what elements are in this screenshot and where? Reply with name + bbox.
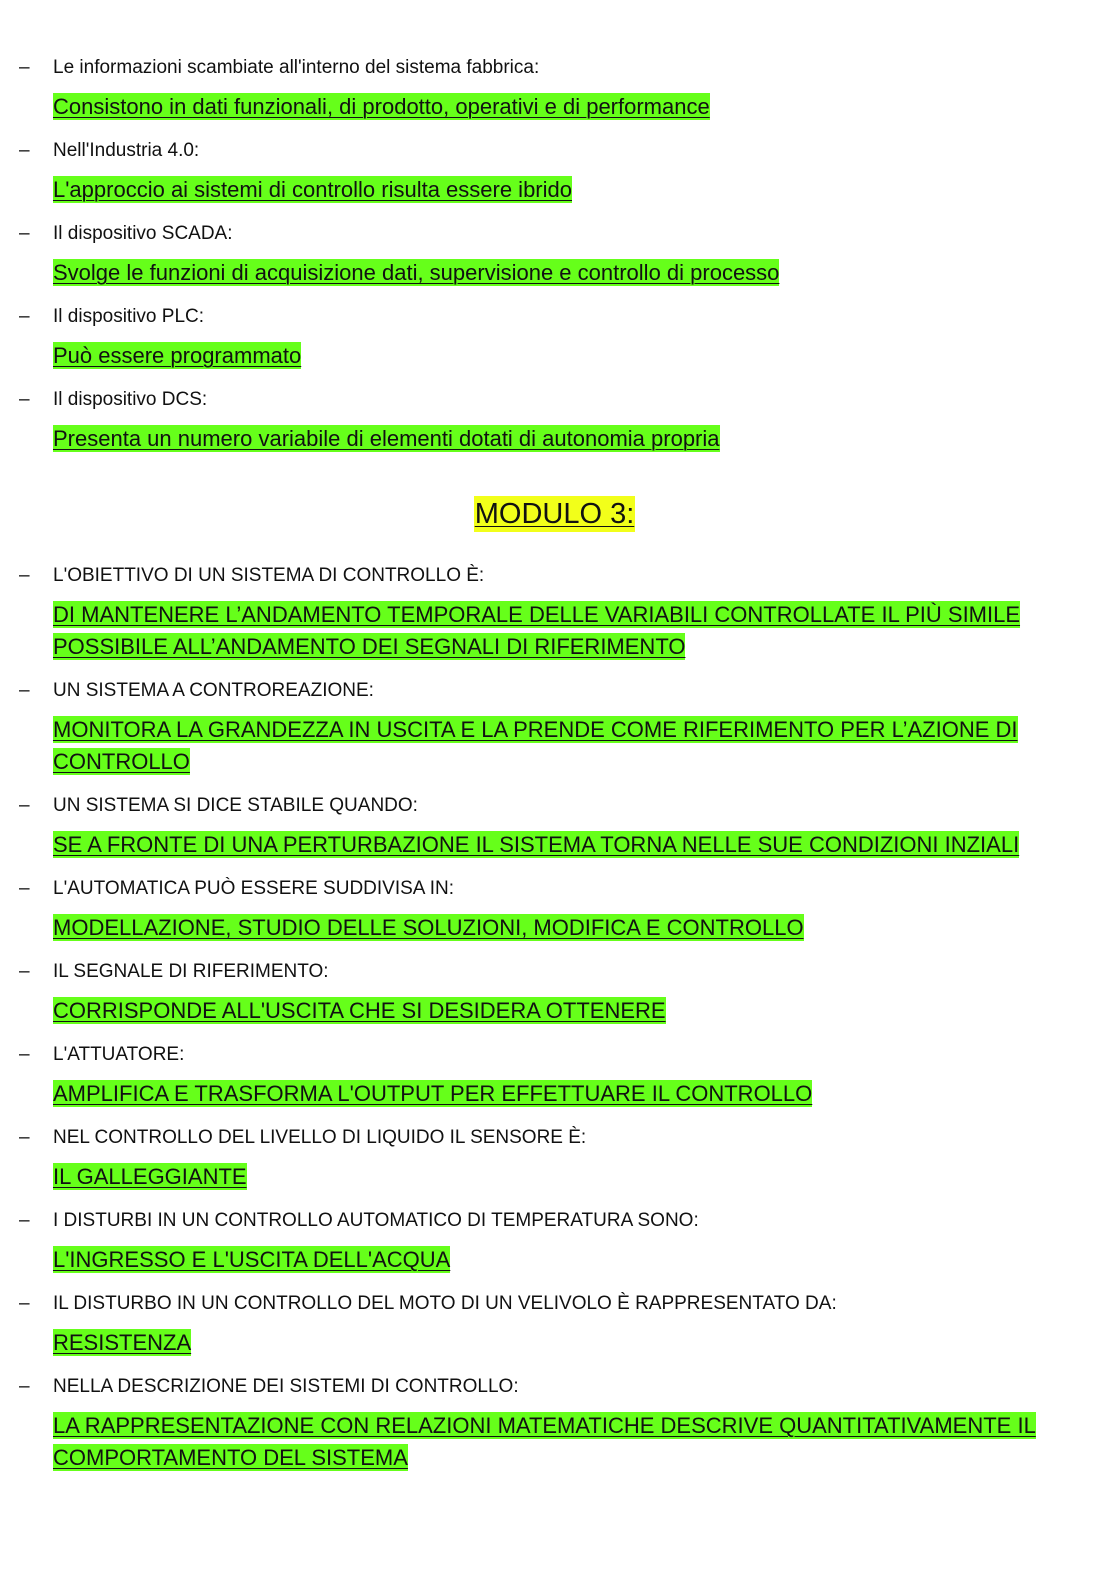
section-module-2-questions bbox=[0, 55, 1116, 470]
answer-text: CORRISPONDE ALL'USCITA CHE SI DESIDERA OTTENERE bbox=[53, 998, 666, 1023]
question-text: Il dispositivo SCADA: bbox=[53, 223, 233, 244]
question-line bbox=[0, 387, 1116, 413]
qa-item bbox=[0, 1291, 1116, 1374]
question-line bbox=[0, 563, 1116, 589]
qa-item bbox=[0, 1042, 1116, 1125]
question-text: UN SISTEMA SI DICE STABILE QUANDO: bbox=[53, 795, 418, 816]
question-line bbox=[0, 1208, 1116, 1234]
answer-text: MODELLAZIONE, STUDIO DELLE SOLUZIONI, MODIFICA E CONTROLLO bbox=[53, 915, 804, 940]
answer-line bbox=[53, 423, 1043, 455]
answer-line bbox=[53, 257, 1043, 289]
bullet-dash: – bbox=[19, 389, 30, 410]
qa-item bbox=[0, 793, 1116, 876]
question-line bbox=[0, 304, 1116, 330]
qa-item bbox=[0, 55, 1116, 138]
answer-text: Svolge le funzioni di acquisizione dati, supervisione e controllo di processo bbox=[53, 260, 780, 285]
bullet-dash: – bbox=[19, 795, 30, 816]
question-line bbox=[0, 55, 1116, 81]
bullet-dash: – bbox=[19, 306, 30, 327]
qa-item bbox=[0, 678, 1116, 793]
question-text: L'AUTOMATICA PUÒ ESSERE SUDDIVISA IN: bbox=[53, 878, 454, 899]
qa-item bbox=[0, 959, 1116, 1042]
question-line bbox=[0, 678, 1116, 704]
answer-line bbox=[53, 714, 1043, 778]
question-text: IL SEGNALE DI RIFERIMENTO: bbox=[53, 961, 329, 982]
question-text: L'ATTUATORE: bbox=[53, 1044, 185, 1065]
qa-item bbox=[0, 1125, 1116, 1208]
qa-item bbox=[0, 1208, 1116, 1291]
qa-item bbox=[0, 138, 1116, 221]
answer-text: LA RAPPRESENTAZIONE CON RELAZIONI MATEMATICHE DESCRIVE QUANTITATIVAMENTE IL COMPORTAMENTO DEL SISTEMA bbox=[53, 1413, 1036, 1470]
answer-text: MONITORA LA GRANDEZZA IN USCITA E LA PRENDE COME RIFERIMENTO PER L’AZIONE DI CONTROLLO bbox=[53, 717, 1018, 774]
question-line bbox=[0, 1291, 1116, 1317]
answer-line bbox=[53, 829, 1043, 861]
question-text: UN SISTEMA A CONTROREAZIONE: bbox=[53, 680, 374, 701]
qa-item bbox=[0, 563, 1116, 678]
question-line bbox=[0, 793, 1116, 819]
qa-item bbox=[0, 304, 1116, 387]
question-text: Nell'Industria 4.0: bbox=[53, 140, 200, 161]
bullet-dash: – bbox=[19, 1127, 30, 1148]
bullet-dash: – bbox=[19, 680, 30, 701]
answer-line bbox=[53, 1161, 1043, 1193]
question-line bbox=[0, 1125, 1116, 1151]
question-line bbox=[0, 221, 1116, 247]
bullet-dash: – bbox=[19, 57, 30, 78]
answer-text: L'INGRESSO E L'USCITA DELL'ACQUA bbox=[53, 1247, 451, 1272]
answer-line bbox=[53, 1327, 1043, 1359]
answer-text: SE A FRONTE DI UNA PERTURBAZIONE IL SISTEMA TORNA NELLE SUE CONDIZIONI INZIALI bbox=[53, 832, 1020, 857]
bullet-dash: – bbox=[19, 878, 30, 899]
answer-line bbox=[53, 1410, 1043, 1474]
section-module-3-questions bbox=[0, 563, 1116, 1489]
question-line bbox=[0, 959, 1116, 985]
answer-text: L'approccio ai sistemi di controllo risulta essere ibrido bbox=[53, 177, 572, 202]
answer-line bbox=[53, 340, 1043, 372]
bullet-dash: – bbox=[19, 961, 30, 982]
bullet-dash: – bbox=[19, 223, 30, 244]
question-text: NEL CONTROLLO DEL LIVELLO DI LIQUIDO IL SENSORE È: bbox=[53, 1127, 587, 1148]
bullet-dash: – bbox=[19, 1376, 30, 1397]
question-text: NELLA DESCRIZIONE DEI SISTEMI DI CONTROLLO: bbox=[53, 1376, 519, 1397]
bullet-dash: – bbox=[19, 1293, 30, 1314]
answer-text: IL GALLEGGIANTE bbox=[53, 1164, 247, 1189]
question-text: L'OBIETTIVO DI UN SISTEMA DI CONTROLLO È: bbox=[53, 565, 485, 586]
bullet-dash: – bbox=[19, 565, 30, 586]
answer-text: RESISTENZA bbox=[53, 1330, 192, 1355]
question-text: IL DISTURBO IN UN CONTROLLO DEL MOTO DI UN VELIVOLO È RAPPRESENTATO DA: bbox=[53, 1293, 837, 1314]
answer-line bbox=[53, 995, 1043, 1027]
answer-text: Consistono in dati funzionali, di prodotto, operativi e di performance bbox=[53, 94, 710, 119]
answer-text: Presenta un numero variabile di elementi dotati di autonomia propria bbox=[53, 426, 720, 451]
question-text: Il dispositivo DCS: bbox=[53, 389, 208, 410]
module-title bbox=[0, 496, 1116, 536]
qa-item bbox=[0, 221, 1116, 304]
module-title-text: MODULO 3: bbox=[474, 498, 635, 530]
answer-text: DI MANTENERE L’ANDAMENTO TEMPORALE DELLE VARIABILI CONTROLLATE IL PIÙ SIMILE POSSIBILE ALL’ANDAMENTO DEI SEGNALI DI RIFERIMENTO bbox=[53, 602, 1021, 659]
answer-line bbox=[53, 599, 1043, 663]
answer-text: AMPLIFICA E TRASFORMA L'OUTPUT PER EFFETTUARE IL CONTROLLO bbox=[53, 1081, 813, 1106]
question-line bbox=[0, 1042, 1116, 1068]
qa-item bbox=[0, 876, 1116, 959]
bullet-dash: – bbox=[19, 1044, 30, 1065]
answer-line bbox=[53, 1078, 1043, 1110]
question-line bbox=[0, 1374, 1116, 1400]
question-line bbox=[0, 876, 1116, 902]
qa-item bbox=[0, 387, 1116, 470]
question-text: Le informazioni scambiate all'interno del sistema fabbrica: bbox=[53, 57, 540, 78]
bullet-dash: – bbox=[19, 1210, 30, 1231]
qa-item bbox=[0, 1374, 1116, 1489]
answer-line bbox=[53, 174, 1043, 206]
question-text: Il dispositivo PLC: bbox=[53, 306, 205, 327]
answer-line bbox=[53, 91, 1043, 123]
answer-line bbox=[53, 1244, 1043, 1276]
answer-text: Può essere programmato bbox=[53, 343, 302, 368]
answer-line bbox=[53, 912, 1043, 944]
question-line bbox=[0, 138, 1116, 164]
question-text: I DISTURBI IN UN CONTROLLO AUTOMATICO DI TEMPERATURA SONO: bbox=[53, 1210, 699, 1231]
bullet-dash: – bbox=[19, 140, 30, 161]
